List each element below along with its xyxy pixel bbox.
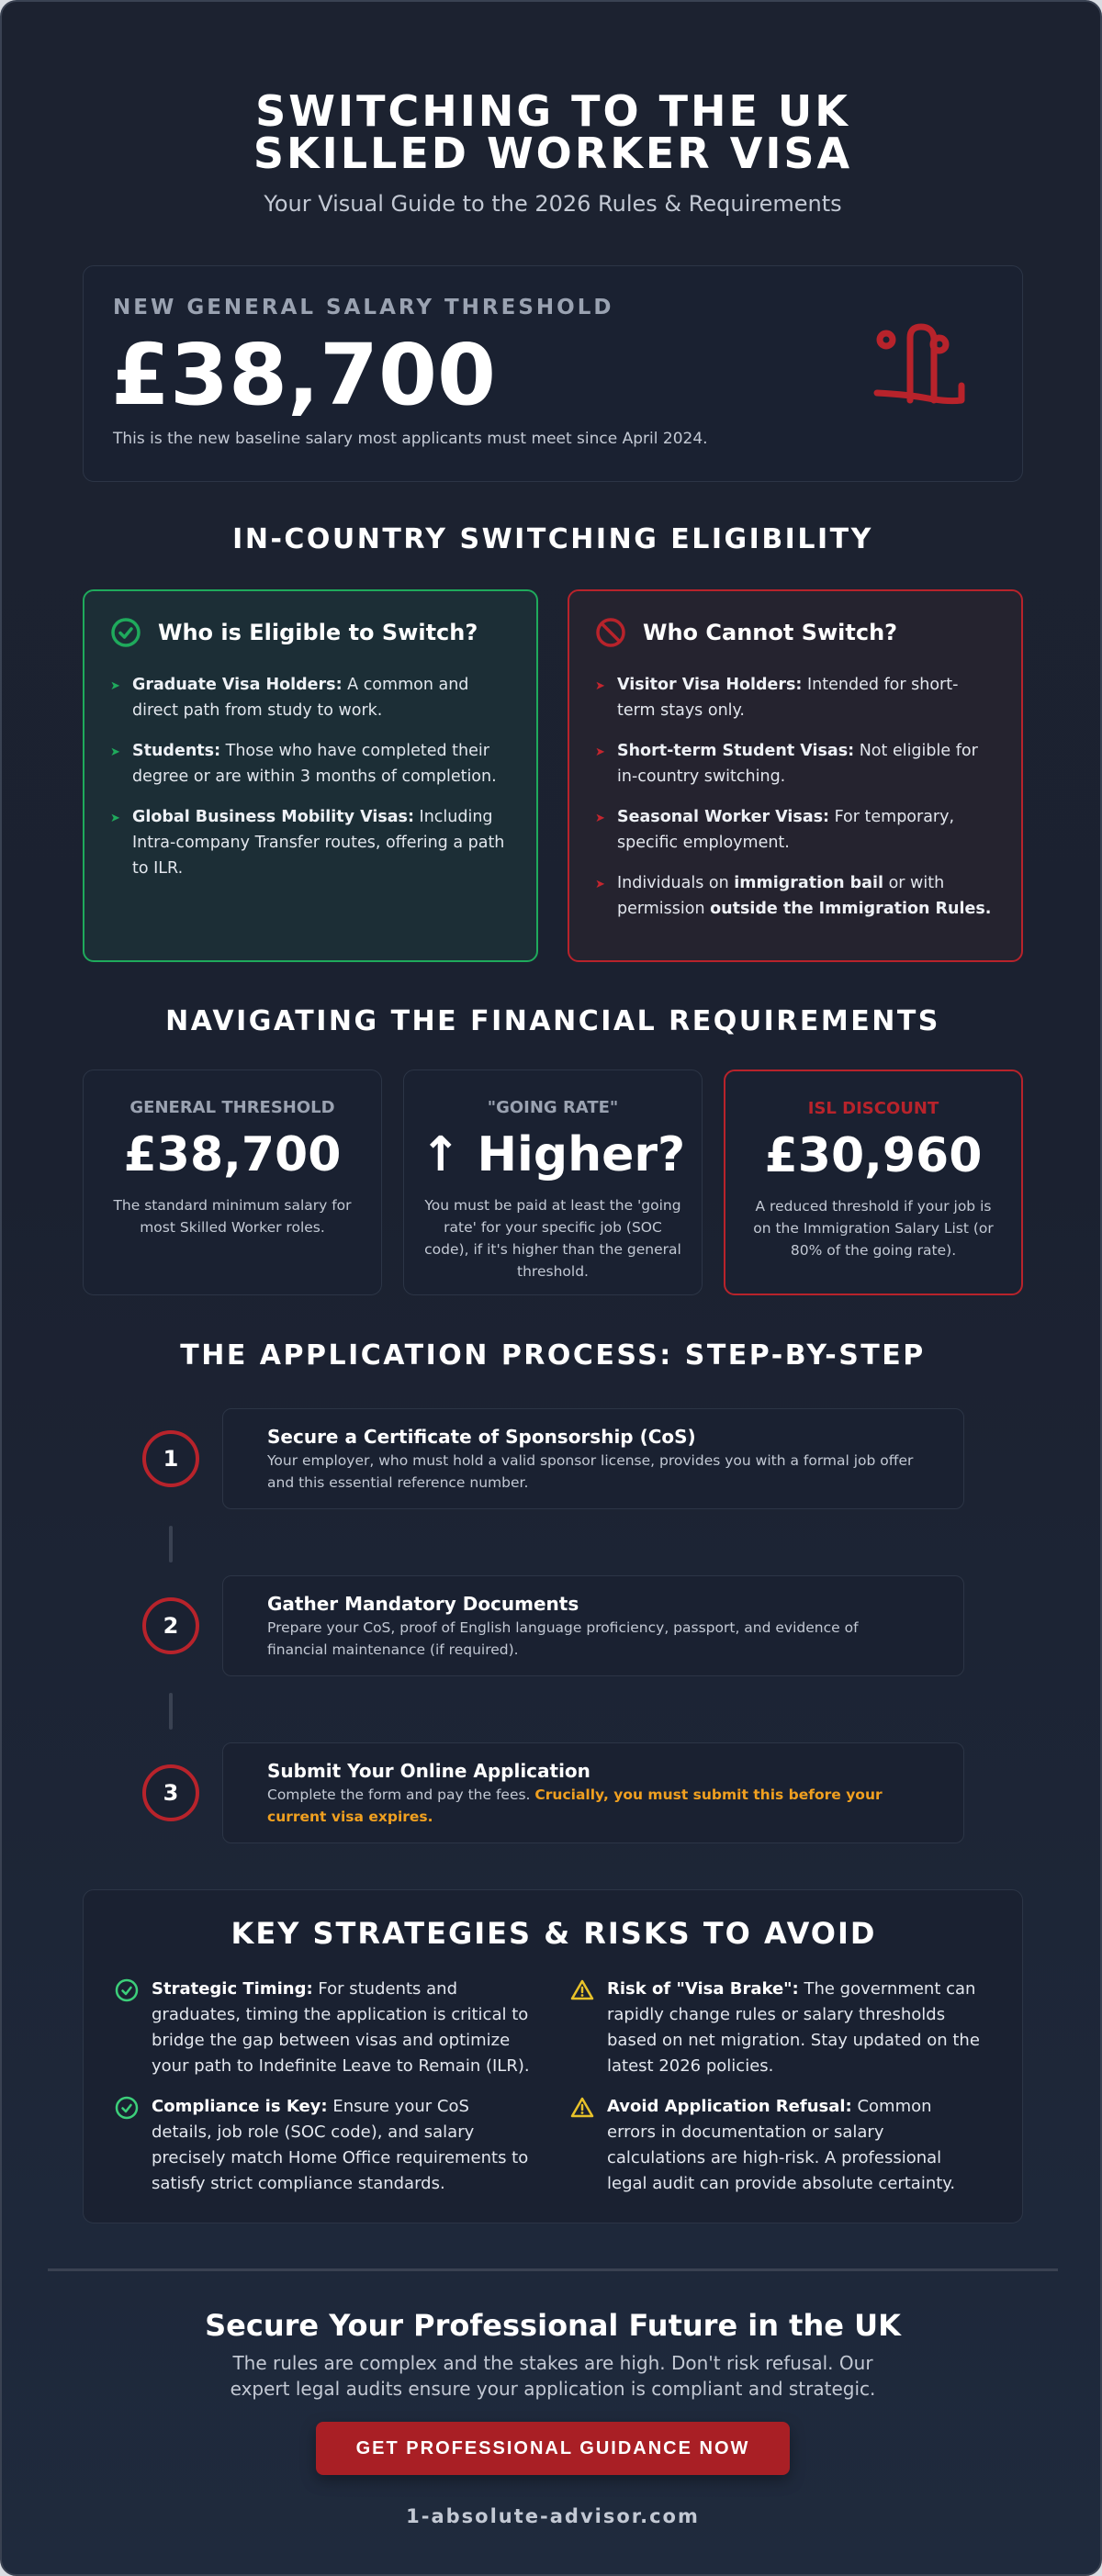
title-line-2: SKILLED WORKER VISA bbox=[253, 129, 853, 178]
title-line-1: SWITCHING TO THE UK bbox=[255, 86, 850, 136]
website-link[interactable]: 1-absolute-advisor.com bbox=[406, 2505, 700, 2527]
arrow-icon: ➤ bbox=[595, 878, 605, 891]
salary-threshold-card bbox=[83, 265, 1023, 482]
process-heading: THE APPLICATION PROCESS: STEP-BY-STEP bbox=[180, 1339, 926, 1372]
card-description: A reduced threshold if your job is on the Immigration Salary List (or 80% of the going rate). bbox=[753, 1198, 994, 1259]
ineligible-title: Who Cannot Switch? bbox=[643, 620, 898, 645]
arrow-icon: ➤ bbox=[595, 745, 605, 759]
step-card-2 bbox=[222, 1575, 964, 1676]
eligibility-heading: IN-COUNTRY SWITCHING ELIGIBILITY bbox=[232, 523, 873, 555]
ineligible-card bbox=[568, 589, 1023, 962]
list-item: ➤ Seasonal Worker Visas: For temporary, specific employment. bbox=[595, 804, 995, 856]
warning-icon bbox=[570, 2096, 594, 2120]
card-value: ↑ Higher? bbox=[420, 1127, 686, 1182]
card-description: The standard minimum salary for most Skilled Worker roles. bbox=[113, 1197, 352, 1236]
step-title: Gather Mandatory Documents bbox=[267, 1593, 579, 1615]
list-item: ➤ Students: Those who have completed their degree or are within 3 months of completion. bbox=[110, 738, 511, 790]
scales-icon bbox=[873, 319, 974, 420]
step-number-2: 2 bbox=[142, 1597, 199, 1654]
step-title: Submit Your Online Application bbox=[267, 1760, 590, 1782]
risk-item: Risk of "Visa Brake": The government can rapidly change rules or salary thresholds based on net migration. Stay updated on the latest 2026 policies. bbox=[570, 1977, 985, 2079]
eligible-card bbox=[83, 589, 538, 962]
list-item: ➤ Short-term Student Visas: Not eligible for in-country switching. bbox=[595, 738, 995, 790]
going-rate-card bbox=[403, 1070, 703, 1295]
cta-heading: Secure Your Professional Future in the UK bbox=[205, 2308, 901, 2343]
page-subtitle: Your Visual Guide to the 2026 Rules & Requirements bbox=[264, 191, 842, 217]
step-description: Complete the form and pay the fees. Crucially, you must submit this before your current visa expires. bbox=[267, 1786, 883, 1825]
step-number-3: 3 bbox=[142, 1764, 199, 1821]
check-circle-icon bbox=[115, 1978, 139, 2002]
ban-icon bbox=[595, 617, 626, 648]
cta-text: The rules are complex and the stakes are high. Don't risk refusal. Our expert legal audits ensure your application is compliant and strategic. bbox=[230, 2352, 876, 2400]
strategy-item: Strategic Timing: For students and graduates, timing the application is critical to bridge the gap between visas and optimize your path to Indefinite Leave to Remain (ILR). bbox=[115, 1977, 530, 2079]
card-description: You must be paid at least the 'going rate' for your specific job (SOC code), if it's higher than the general threshold. bbox=[424, 1197, 681, 1280]
threshold-label: NEW GENERAL SALARY THRESHOLD bbox=[113, 296, 614, 319]
deadline-warning: Crucially, you must submit this before your current visa expires. bbox=[267, 1786, 883, 1825]
card-label: GENERAL THRESHOLD bbox=[129, 1098, 335, 1117]
arrow-icon: ➤ bbox=[110, 812, 120, 825]
list-item: ➤ Global Business Mobility Visas: Including Intra-company Transfer routes, offering a path to ILR. bbox=[110, 804, 511, 881]
threshold-value: £38,700 bbox=[111, 326, 497, 424]
card-value: £30,960 bbox=[764, 1128, 983, 1183]
card-value: £38,700 bbox=[123, 1127, 342, 1182]
step-description: Your employer, who must hold a valid sponsor license, provides you with a formal job offer and this essential reference number. bbox=[267, 1452, 914, 1491]
list-item: ➤ Graduate Visa Holders: A common and direct path from study to work. bbox=[110, 672, 511, 723]
strategy-item: Compliance is Key: Ensure your CoS details, job role (SOC code), and salary precisely match Home Office requirements to satisfy strict compliance standards. bbox=[115, 2094, 530, 2197]
card-label: ISL DISCOUNT bbox=[807, 1099, 939, 1118]
step-connector bbox=[169, 1526, 173, 1562]
strategies-heading: KEY STRATEGIES & RISKS TO AVOID bbox=[231, 1916, 877, 1951]
eligible-list bbox=[110, 672, 511, 881]
get-guidance-button[interactable]: GET PROFESSIONAL GUIDANCE NOW bbox=[316, 2422, 790, 2475]
threshold-description: This is the new baseline salary most applicants must meet since April 2024. bbox=[113, 430, 708, 448]
step-connector bbox=[169, 1693, 173, 1730]
financial-heading: NAVIGATING THE FINANCIAL REQUIREMENTS bbox=[165, 1005, 940, 1037]
card-label: "GOING RATE" bbox=[487, 1098, 619, 1117]
divider bbox=[48, 2268, 1058, 2271]
step-description: Prepare your CoS, proof of English language proficiency, passport, and evidence of financial maintenance (if required). bbox=[267, 1619, 859, 1658]
arrow-icon: ➤ bbox=[595, 679, 605, 693]
arrow-icon: ➤ bbox=[595, 812, 605, 825]
list-item: ➤ Visitor Visa Holders: Intended for short-term stays only. bbox=[595, 672, 995, 723]
isl-discount-card bbox=[724, 1070, 1023, 1295]
step-title: Secure a Certificate of Sponsorship (CoS) bbox=[267, 1426, 696, 1448]
step-card-1 bbox=[222, 1408, 964, 1509]
page-title bbox=[2, 86, 1102, 178]
warning-icon bbox=[570, 1978, 594, 2002]
risk-item: Avoid Application Refusal: Common errors in documentation or salary calculations are high-risk. A professional legal audit can provide absolute certainty. bbox=[570, 2094, 985, 2197]
check-circle-icon bbox=[110, 617, 141, 648]
ineligible-list bbox=[595, 672, 995, 922]
check-circle-icon bbox=[115, 2096, 139, 2120]
step-card-3 bbox=[222, 1742, 964, 1843]
arrow-icon: ➤ bbox=[110, 679, 120, 693]
step-number-1: 1 bbox=[142, 1430, 199, 1487]
arrow-icon: ➤ bbox=[110, 745, 120, 759]
list-item: ➤ Individuals on immigration bail or with permission outside the Immigration Rules. bbox=[595, 870, 995, 922]
general-threshold-card bbox=[83, 1070, 382, 1295]
eligible-title: Who is Eligible to Switch? bbox=[158, 620, 478, 645]
strategies-card bbox=[83, 1889, 1023, 2223]
